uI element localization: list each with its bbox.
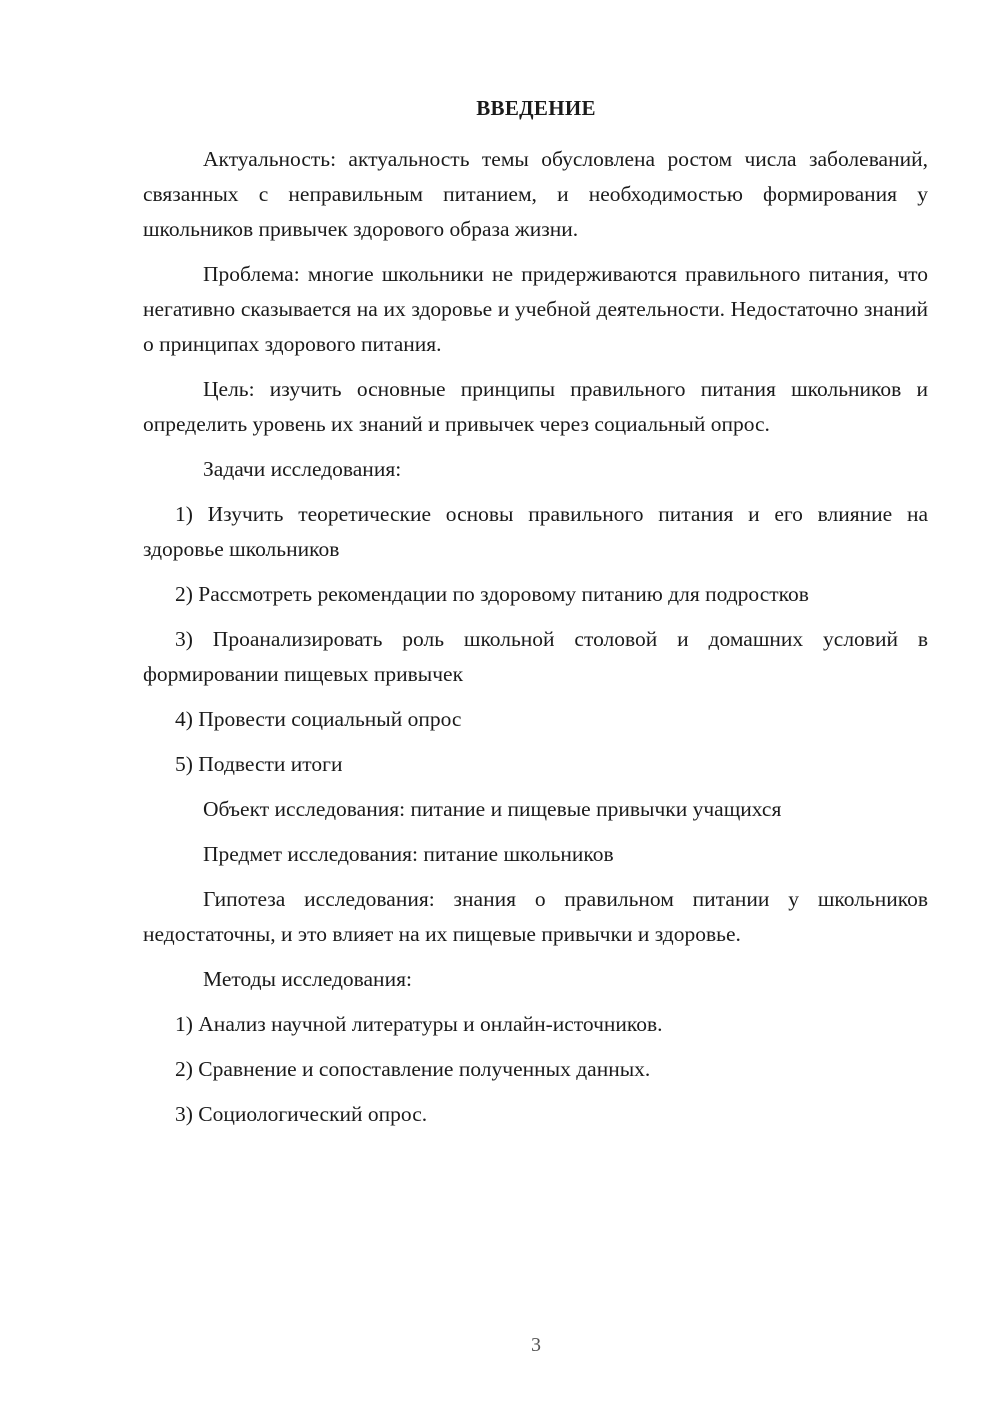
page-title: ВВЕДЕНИЕ [476, 96, 596, 120]
paragraph-tasks-heading: Задачи исследования: [203, 457, 402, 481]
paragraph-methods-heading: Методы исследования: [203, 967, 412, 991]
list-item-method-2: 2) Сравнение и сопоставление полученных данных. [175, 1057, 651, 1081]
list-item-task-3: 3) Проанализировать роль школьной столовой и домашних условий в формировании пищевых привычек [143, 627, 928, 686]
page-body [143, 142, 928, 1142]
paragraph-object: Объект исследования: питание и пищевые привычки учащихся [203, 797, 782, 821]
paragraph-subject: Предмет исследования: питание школьников [203, 842, 614, 866]
list-item-task-2: 2) Рассмотреть рекомендации по здоровому питанию для подростков [175, 582, 809, 606]
paragraph-relevance: Актуальность: актуальность темы обусловлена ростом числа заболеваний, связанных с неправильным питанием, и необходимостью формирования у школьников привычек здорового образа жизни. [143, 147, 928, 241]
list-item-method-1: 1) Анализ научной литературы и онлайн-источников. [175, 1012, 663, 1036]
page-number: 3 [531, 1334, 541, 1356]
list-item-task-4: 4) Провести социальный опрос [175, 707, 462, 731]
paragraph-goal: Цель: изучить основные принципы правильного питания школьников и определить уровень их знаний и привычек через социальный опрос. [143, 377, 928, 436]
paragraph-problem: Проблема: многие школьники не придерживаются правильного питания, что негативно сказывается на их здоровье и учебной деятельности. Недостаточно знаний о принципах здорового питания. [143, 262, 928, 356]
paragraph-hypothesis: Гипотеза исследования: знания о правильном питании у школьников недостаточны, и это влияет на их пищевые привычки и здоровье. [143, 887, 928, 946]
list-item-task-1: 1) Изучить теоретические основы правильного питания и его влияние на здоровье школьников [143, 502, 928, 561]
list-item-method-3: 3) Социологический опрос. [175, 1102, 428, 1126]
list-item-task-5: 5) Подвести итоги [175, 752, 343, 776]
